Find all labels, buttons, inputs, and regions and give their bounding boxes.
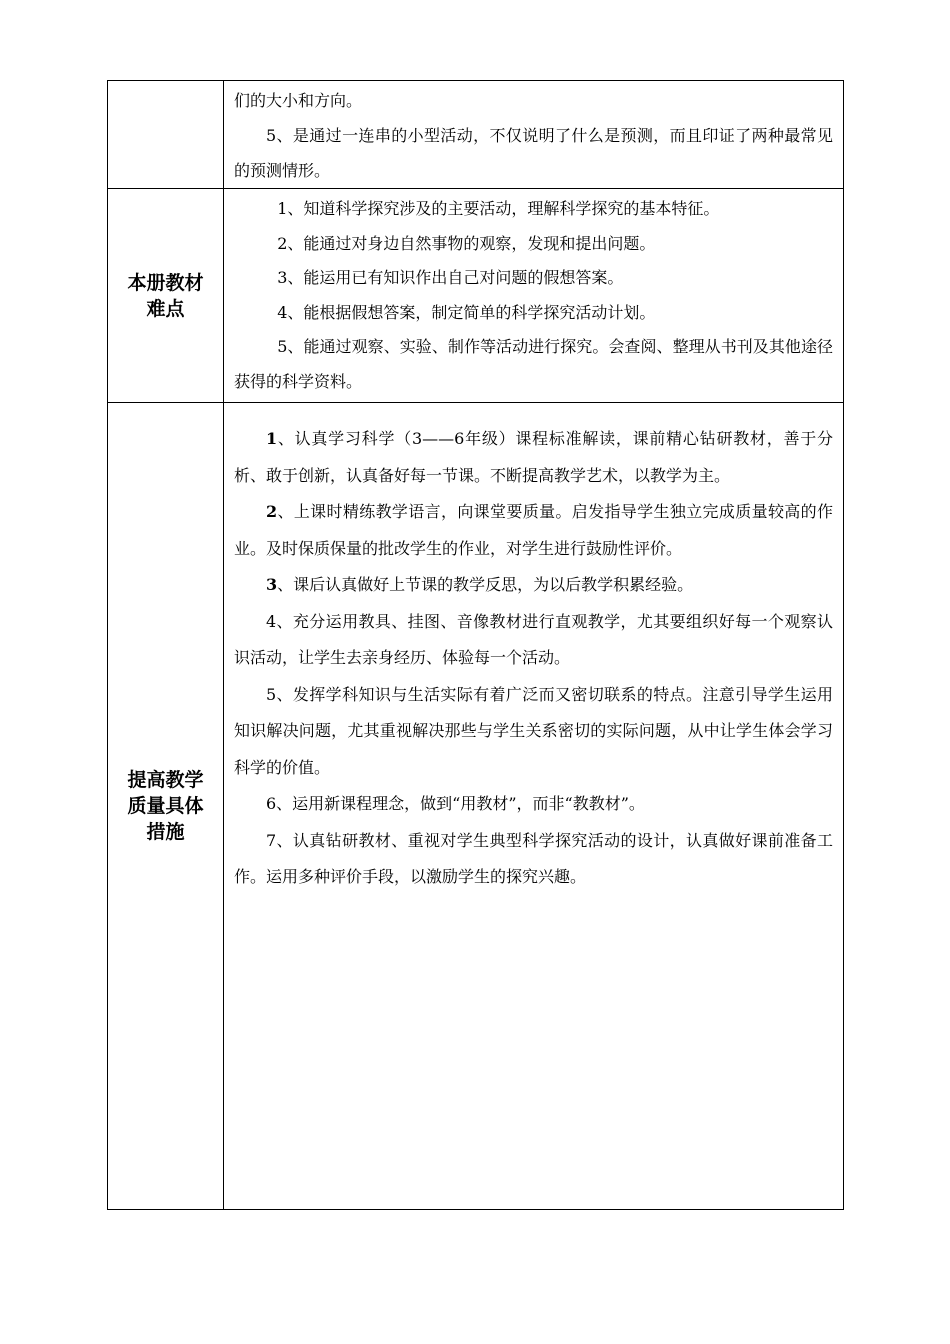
row-content (224, 81, 844, 189)
table-row (108, 81, 844, 189)
item-text: 、课后认真做好上节课的教学反思，为以后教学积累经验。 (277, 575, 694, 594)
paragraph: 1、知道科学探究涉及的主要活动，理解科学探究的基本特征。 (277, 199, 720, 218)
paragraph (234, 604, 833, 677)
table-row (108, 189, 844, 403)
paragraph: 们的大小和方向。 (234, 91, 363, 110)
item-text: 7、认真钻研教材、重视对学生典型科学探究活动的设计，认真做好课前准备工作。运用多种评价手段，以激励学生的探究兴趣。 (234, 830, 833, 886)
label-line: 提高教学 (127, 769, 204, 791)
item-text: 、认真学习科学（3——6年级）课程标准解读，课前精心钻研教材，善于分析、敢于创新，认真备好每一节课。不断提高教学艺术，以教学为主。 (234, 429, 833, 485)
item-text: 4、充分运用教具、挂图、音像教材进行直观教学，尤其要组织好每一个观察认识活动，让学生去亲身经历、体验每一个活动。 (234, 611, 833, 667)
label-line: 质量具体 (127, 795, 204, 817)
paragraph (234, 677, 833, 787)
label-line: 难点 (146, 297, 185, 320)
item-text: 5、发挥学科知识与生活实际有着广泛而又密切联系的特点。注意引导学生运用知识解决问题，尤其重视解决那些与学生关系密切的实际问题，从中让学生体会学习科学的价值。 (234, 684, 833, 777)
label-line: 措施 (146, 821, 185, 843)
paragraph (234, 494, 833, 567)
item-text: 、上课时精练教学语言，向课堂要质量。启发指导学生独立完成质量较高的作业。及时保质保量的批改学生的作业，对学生进行鼓励性评价。 (234, 502, 833, 558)
item-number: 3 (266, 575, 278, 594)
label-line: 本册教材 (127, 271, 204, 294)
paragraph: 3、能运用已有知识作出自己对问题的假想答案。 (277, 268, 624, 287)
item-number: 2 (266, 502, 278, 521)
item-text: 6、运用新课程理念，做到“用教材”，而非“教教材”。 (266, 794, 645, 813)
row-content (224, 189, 844, 403)
paragraph: 2、能通过对身边自然事物的观察，发现和提出问题。 (277, 233, 656, 253)
paragraph (234, 567, 833, 604)
plan-table (107, 80, 844, 1210)
paragraph: 4、能根据假想答案，制定简单的科学探究活动计划。 (277, 302, 656, 322)
table-row (108, 403, 844, 1210)
item-number: 1 (266, 429, 278, 448)
paragraph: 5、是通过一连串的小型活动，不仅说明了什么是预测，而且印证了两种最常见的预测情形。 (234, 126, 833, 180)
row-label-empty (108, 81, 224, 189)
paragraph: 5、能通过观察、实验、制作等活动进行探究。会查阅、整理从书刊及其他途径获得的科学资料。 (234, 337, 833, 391)
paragraph (234, 421, 833, 494)
paragraph (234, 823, 833, 896)
row-content (224, 403, 844, 1210)
row-label-difficulties (108, 189, 224, 403)
row-label-measures (108, 403, 224, 1210)
paragraph (234, 786, 833, 823)
